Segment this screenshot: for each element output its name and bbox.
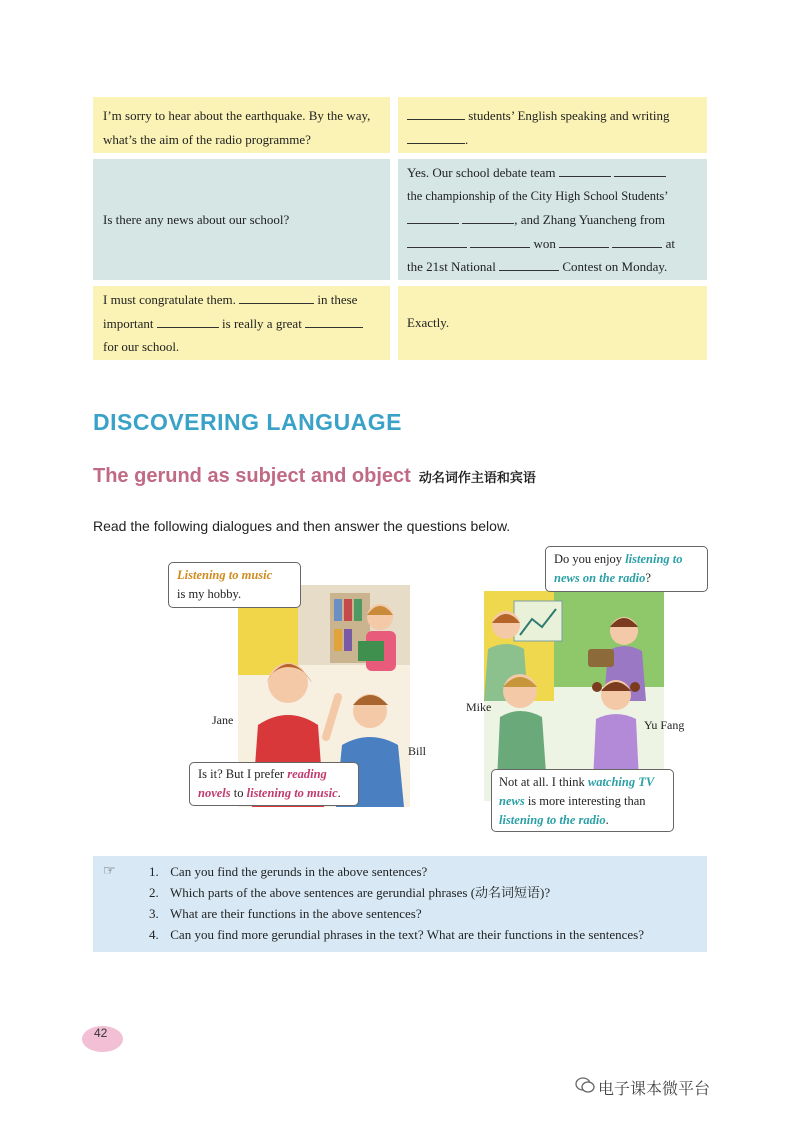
cell-text: I must congratulate them. (103, 292, 236, 307)
question-text: Which parts of the above sentences are gerundial phrases (动名词短语)? (170, 885, 551, 900)
speech-bubble-jane (168, 562, 301, 608)
question-number: 4. (149, 927, 159, 942)
bubble-text: to (233, 786, 244, 800)
cell-text: at (665, 235, 676, 251)
chat-bubble-icon (575, 1076, 595, 1094)
blank (239, 289, 314, 304)
cell-text: . (465, 131, 469, 147)
speech-bubble-mike (491, 769, 674, 832)
question-item (149, 882, 550, 904)
label-yufang: Yu Fang (644, 718, 685, 732)
table-cell-r3c2 (398, 286, 707, 360)
cell-text: the championship of the City High School Students’ (407, 188, 669, 203)
cell-text: I’m sorry to hear about the earthquake. By the way, what’s the aim of the radio programme? (103, 108, 371, 147)
bubble-text: Is it? But I prefer (198, 767, 285, 781)
cell-text: the 21st National (407, 259, 496, 274)
blank (470, 233, 530, 248)
question-item (149, 903, 422, 925)
page-number: 42 (94, 1026, 108, 1040)
cell-text: important (103, 315, 154, 331)
bubble-text: . (605, 813, 609, 827)
speech-bubble-yufang (545, 546, 708, 592)
subtitle-cn: 动名词作主语和宾语 (418, 471, 536, 486)
table-cell-r3c1 (93, 286, 390, 360)
blank (407, 209, 459, 224)
bubble-highlight: listening to news on the radio (554, 552, 683, 585)
blank (407, 129, 465, 144)
question-text: What are their functions in the above sentences? (170, 906, 422, 921)
label-bill: Bill (408, 744, 427, 758)
bubble-highlight: listening to music (246, 786, 338, 800)
blank (612, 233, 662, 248)
cell-text: , and Zhang Yuancheng from (514, 212, 666, 227)
label-jane: Jane (212, 713, 234, 727)
cell-text: Yes. Our school debate team (407, 165, 556, 180)
blank (157, 313, 219, 328)
bubble-text: Not at all. I think (499, 775, 585, 789)
question-item (149, 861, 427, 883)
bubble-highlight: Listening to music (177, 568, 273, 582)
blank (407, 105, 465, 120)
blank (559, 162, 611, 177)
table-cell-r2c1 (93, 159, 390, 280)
label-mike: Mike (466, 700, 492, 714)
table-cell-r2c2 (398, 159, 707, 280)
blank (499, 256, 559, 271)
question-text: Can you find the gerunds in the above sentences? (170, 864, 428, 879)
bubble-highlight: reading novels (198, 767, 327, 800)
bubble-text: Do you enjoy (554, 552, 623, 566)
question-number: 3. (149, 906, 159, 921)
cell-text: Contest on Monday. (562, 259, 668, 274)
subtitle: The gerund as subject and object (93, 465, 411, 487)
question-text: Can you find more gerundial phrases in the text? What are their functions in the sentences? (170, 927, 644, 942)
question-number: 2. (149, 885, 159, 900)
blank (407, 233, 467, 248)
question-item (149, 924, 644, 946)
blank (462, 209, 514, 224)
questions-box (93, 856, 707, 952)
bubble-highlight: listening to the radio (499, 813, 606, 827)
question-number: 1. (149, 864, 159, 879)
table-cell-r1c2 (398, 97, 707, 153)
cell-text: for our school. (103, 339, 180, 354)
bubble-text: is my hobby. (177, 587, 242, 601)
pointing-hand-icon: ☞ (103, 864, 116, 879)
cell-text: students’ English speaking and writing (468, 108, 670, 123)
bubble-highlight: watching TV news (499, 775, 654, 808)
section-title: DISCOVERING LANGUAGE (93, 409, 403, 435)
blank (559, 233, 609, 248)
blank (614, 162, 666, 177)
cell-text: won (533, 235, 556, 251)
subtitle-row (93, 465, 536, 488)
speech-bubble-bill (189, 762, 359, 806)
bubble-text: ? (645, 571, 651, 585)
table-cell-r1c1 (93, 97, 390, 153)
watermark: 电子课本微平台 (598, 1079, 711, 1098)
bubble-text: . (337, 786, 341, 800)
cell-text: is really a great (222, 315, 302, 331)
blank (305, 313, 363, 328)
cell-text: Is there any news about our school? (103, 211, 290, 227)
cell-text: in these (317, 292, 358, 307)
bubble-text: is more interesting than (527, 794, 646, 808)
instruction: Read the following dialogues and then answer the questions below. (93, 518, 511, 534)
cell-text: Exactly. (407, 315, 450, 331)
